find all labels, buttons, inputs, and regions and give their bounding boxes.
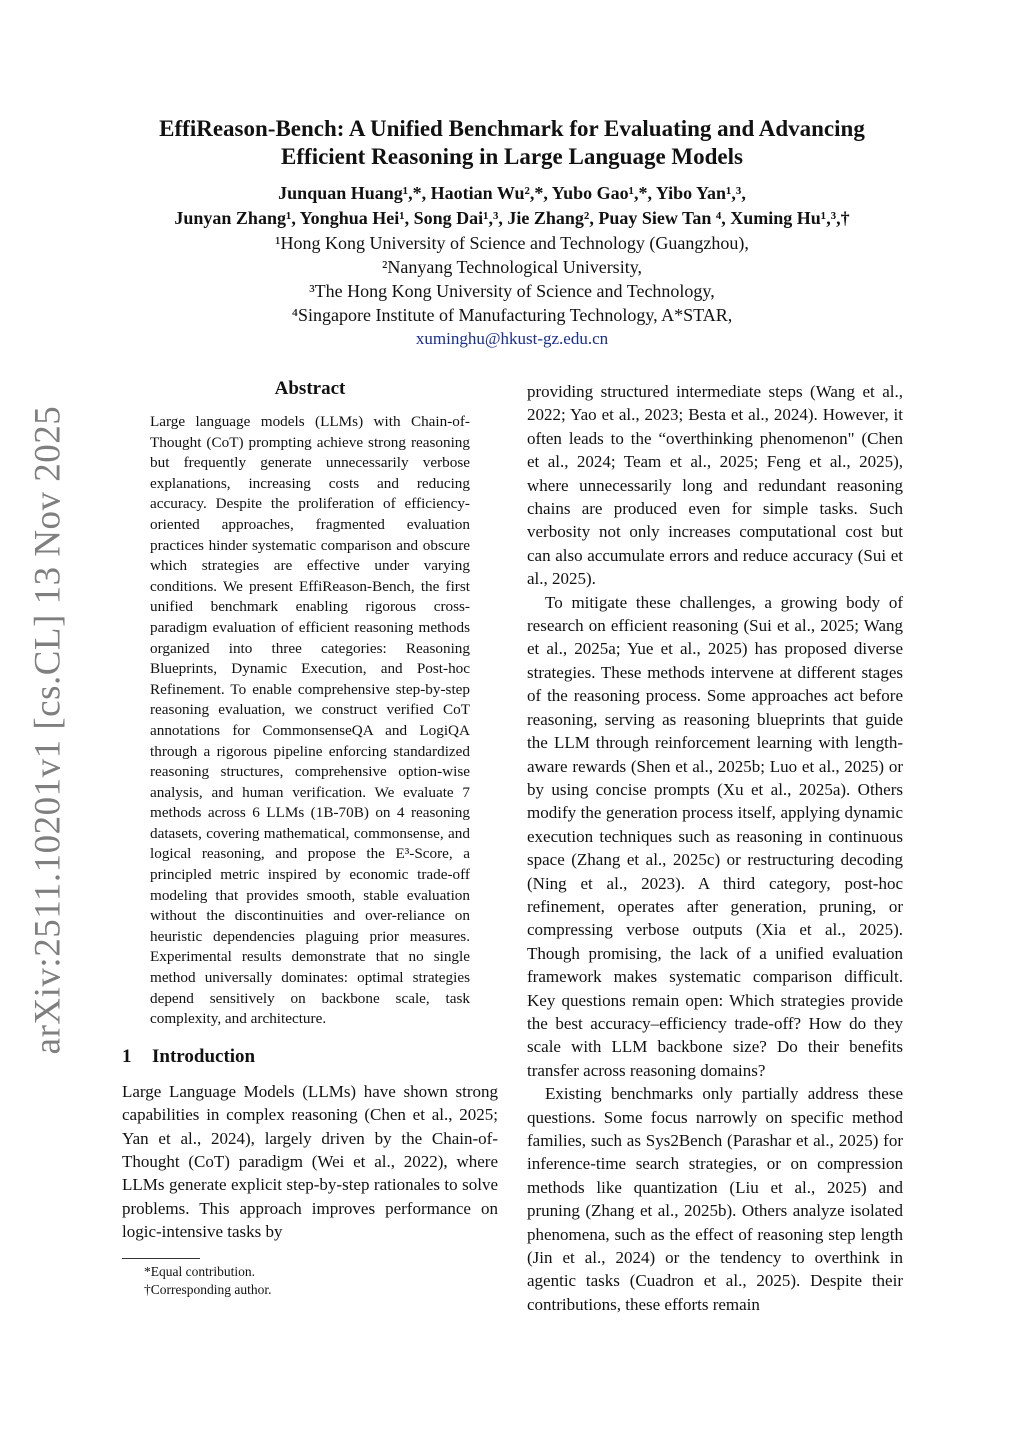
paper-title <box>110 115 914 171</box>
title-line-2: Efficient Reasoning in Large Language Models <box>281 144 743 169</box>
paper-header <box>110 115 914 351</box>
authors-line-2: Junyan Zhang¹, Yonghua Hei¹, Song Dai¹,³, Jie Zhang², Puay Siew Tan ⁴, Xuming Hu¹,³,† <box>174 208 850 228</box>
section-number: 1 <box>122 1045 132 1067</box>
abstract-heading: Abstract <box>274 378 346 399</box>
affiliation-2: ²Nanyang Technological University, <box>381 257 643 277</box>
contact-email[interactable]: xuminghu@hkust-gz.edu.cn <box>415 329 609 348</box>
right-column <box>527 380 903 1316</box>
footnote-corresponding-author: †Corresponding author. <box>144 1281 272 1297</box>
author-list <box>110 181 914 231</box>
title-line-1: EffiReason-Bench: A Unified Benchmark for Evaluating and Advancing <box>159 116 865 141</box>
intro-paragraph-3: To mitigate these challenges, a growing body of research on efficient reasoning (Sui et al., 2025; Wang et al., 2025a; Yue et al., 2025) has proposed diverse strategies. These methods intervene at different stages of the reasoning process. Some approaches act before reasoning, serving as reasoning blueprints that guide the LLM through reinforcement learning with length-aware rewards (Shen et al., 2025b; Luo et al., 2025) or by using concise prompts (Xu et al., 2025a). Others modify the generation process itself, applying dynamic execution techniques such as reasoning in continuous space (Zhang et al., 2025c) or restructuring decoding (Ning et al., 2023). A third category, post-hoc refinement, operates after generation, pruning, or compressing verbose outputs (Xia et al., 2025). Though promising, the lack of a unified evaluation framework makes systematic comparison difficult. Key questions remain open: Which strategies provide the best accuracy–efficiency trade-off? How do they scale with LLM backbone size? Do their benefits transfer across reasoning domains? <box>527 592 903 1080</box>
section-heading-introduction <box>122 1046 498 1068</box>
affiliation-4: ⁴Singapore Institute of Manufacturing Technology, A*STAR, <box>291 305 733 325</box>
intro-paragraph-1: Large Language Models (LLMs) have shown strong capabilities in complex reasoning (Chen et al., 2025; Yan et al., 2024), largely driven by the Chain-of-Thought (CoT) paradigm (Wei et al., 2022), where LLMs generate explicit step-by-step rationales to solve problems. This approach improves performance on logic-intensive tasks by <box>122 1081 498 1242</box>
abstract-text: Large language models (LLMs) with Chain-of-Thought (CoT) prompting achieve strong reasoning but frequently generate unnecessarily verbose explanations, increasing costs and reducing accuracy. Despite the proliferation of efficiency-oriented approaches, fragmented evaluation practices hinder systematic comparison and obscure which strategies are effective under varying conditions. We present EffiReason-Bench, the first unified benchmark enabling rigorous cross-paradigm evaluation of efficient reasoning methods organized into three categories: Reasoning Blueprints, Dynamic Execution, and Post-hoc Refinement. To enable comprehensive step-by-step reasoning evaluation, we construct verified CoT annotations for CommonsenseQA and LogiQA through a rigorous pipeline enforcing standardized reasoning structures, comprehensive option-wise analysis, and human verification. We evaluate 7 methods across 6 LLMs (1B-70B) on 4 reasoning datasets, covering mathematical, commonsense, and logical reasoning, and propose the E³-Score, a principled metric inspired by economic trade-off modeling that provides smooth, stable evaluation without the discontinuities and over-reliance on heuristic dependencies plaguing prior measures. Experimental results demonstrate that no single method universally dominates: optimal strategies depend sensitively on backbone scale, task complexity, and architecture. <box>150 413 470 1028</box>
arxiv-watermark <box>22 405 74 1055</box>
intro-paragraph-2: providing structured intermediate steps (Wang et al., 2022; Yao et al., 2023; Besta et al., 2024). However, it often leads to the “overthinking phenomenon" (Chen et al., 2024; Team et al., 2025; Feng et al., 2025), where unnecessarily long and redundant reasoning chains are produced even for simple tasks. Such verbosity not only increases computational cost but can also accumulate errors and reduce accuracy (Sui et al., 2025). <box>527 382 903 589</box>
arxiv-id: arXiv:2511.10201v1 [cs.CL] 13 Nov 2025 <box>27 405 69 1055</box>
footnote-equal-contribution: *Equal contribution. <box>144 1263 255 1279</box>
section-title: Introduction <box>152 1045 256 1067</box>
footnote-rule <box>122 1258 200 1259</box>
affiliation-1: ¹Hong Kong University of Science and Technology (Guangzhou), <box>275 233 749 253</box>
authors-line-1: Junquan Huang¹,*, Haotian Wu²,*, Yubo Gao¹,*, Yibo Yan¹,³, <box>278 183 746 203</box>
affiliation-3: ³The Hong Kong University of Science and Technology, <box>309 281 715 301</box>
intro-paragraph-4: Existing benchmarks only partially address these questions. Some focus narrowly on specific method families, such as Sys2Bench (Parashar et al., 2025) for inference-time search strategies, or on compression methods like quantization (Liu et al., 2025) and pruning (Zhang et al., 2025b). Others analyze isolated phenomena, such as the effect of reasoning step length (Jin et al., 2024) or the tendency to overthink in agentic tasks (Cuadron et al., 2025). Despite their contributions, these efforts remain <box>527 1084 903 1314</box>
left-column <box>122 378 498 1299</box>
